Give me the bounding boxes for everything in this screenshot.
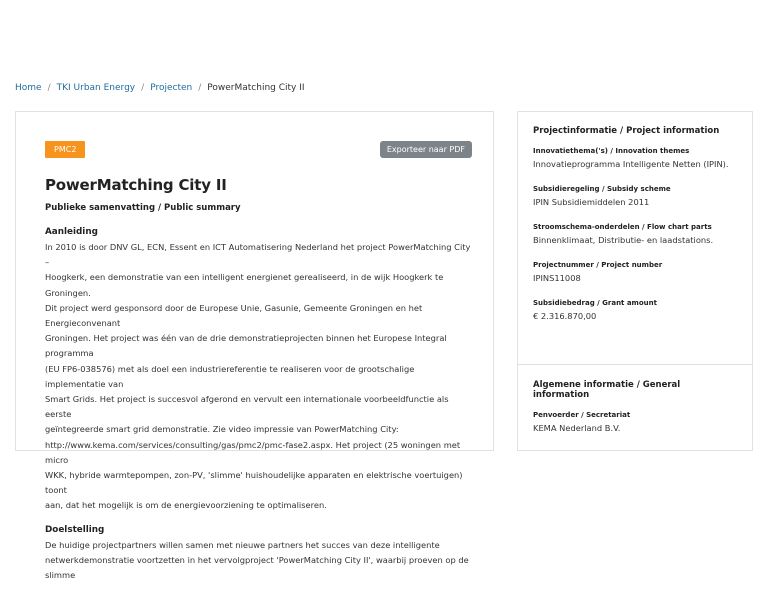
secretariat-value: KEMA Nederland B.V.	[533, 423, 621, 433]
breadcrumb-separator: /	[47, 83, 51, 93]
text-line: Smart Grids. Het project is succesvol afgerond en vervult een internationale voorbeeldfunctie als eerste	[45, 394, 449, 420]
secretariat-label: Penvoerder / Secretariat	[533, 411, 631, 419]
breadcrumb-separator: /	[198, 83, 202, 93]
general-info-heading: Algemene informatie / General information	[533, 380, 681, 400]
project-info-heading: Projectinformatie / Project information	[533, 126, 720, 136]
text-line: Groningen. Het project was één van de drie demonstratieprojecten binnen het Europese Integral programma	[45, 333, 447, 359]
breadcrumb-home-link[interactable]: Home	[15, 83, 42, 93]
text-line: Dit project werd gesponsord door de Europese Unie, Gasunie, Gemeente Groningen en het Energieconvenant	[45, 302, 423, 329]
text-line: In 2010 is door DNV GL, ECN, Essent en ICT Automatisering Nederland het project PowerMatching City –	[45, 242, 471, 268]
export-pdf-button[interactable]: Exporteer naar PDF	[380, 141, 472, 158]
text-line: De huidige projectpartners willen samen met nieuwe partners het succes van deze intelligente	[45, 539, 440, 550]
breadcrumb-tki-link[interactable]: TKI Urban Energy	[56, 83, 136, 93]
project-info-section	[533, 126, 738, 336]
breadcrumb-separator: /	[141, 83, 145, 93]
project-main-panel	[15, 111, 494, 581]
flow-chart-parts-value: Binnenklimaat, Distributie- en laadstations.	[533, 235, 714, 245]
project-summary-content	[45, 225, 473, 592]
project-info-sidebar	[517, 111, 753, 451]
section-heading-aanleiding: Aanleiding	[45, 227, 98, 237]
project-tag-badge: PMC2	[45, 141, 85, 158]
innovation-themes-value: Innovatieprogramma Intelligente Netten (IPIN).	[533, 159, 729, 169]
project-number-label: Projectnummer / Project number	[533, 261, 663, 269]
public-summary-heading: Publieke samenvatting / Public summary	[45, 203, 241, 213]
grant-amount-label: Subsidiebedrag / Grant amount	[533, 299, 657, 307]
page-title: PowerMatching City II	[45, 176, 227, 194]
general-info-section	[533, 380, 738, 448]
grant-amount-value: € 2.316.870,00	[533, 311, 597, 321]
text-line: (EU FP6-038576) met als doel een industriereferentie te realiseren voor de grootschalige implementatie van	[45, 363, 415, 389]
text-line: geïntegreerde smart grid demonstratie. Zie video impressie van PowerMatching City:	[45, 424, 399, 435]
section-body-doelstelling	[45, 538, 473, 584]
breadcrumb	[15, 83, 305, 93]
subsidy-scheme-label: Subsidieregeling / Subsidy scheme	[533, 185, 671, 193]
section-body-aanleiding	[45, 240, 473, 514]
project-number-value: IPINS11008	[533, 273, 581, 283]
text-line: WKK, hybride warmtepompen, zon-PV, 'slimme' huishoudelijke apparaten en elektrische voertuigen) toont	[45, 470, 463, 496]
innovation-themes-label: Innovatiethema('s) / Innovation themes	[533, 147, 690, 155]
text-line: Hoogkerk, een demonstratie van een intelligent energienet gerealiseerd, in de wijk Hoogkerk te Groningen.	[45, 272, 444, 298]
breadcrumb-projecten-link[interactable]: Projecten	[150, 83, 193, 93]
subsidy-scheme-value: IPIN Subsidiemiddelen 2011	[533, 197, 650, 207]
text-line: netwerkdemonstratie voortzetten in het vervolgproject 'PowerMatching City II', waarbij proeven op de slimme	[45, 554, 469, 581]
sidebar-divider	[518, 364, 752, 365]
breadcrumb-current: PowerMatching City II	[207, 83, 305, 93]
text-line: aan, dat het mogelijk is om de energievoorziening te optimaliseren.	[45, 500, 327, 511]
section-heading-doelstelling: Doelstelling	[45, 524, 105, 535]
text-line: http://www.kema.com/services/consulting/gas/pmc2/pmc-fase2.aspx. Het project (25 woningen met micro	[45, 439, 461, 465]
flow-chart-parts-label: Stroomschema-onderdelen / Flow chart parts	[533, 223, 712, 231]
